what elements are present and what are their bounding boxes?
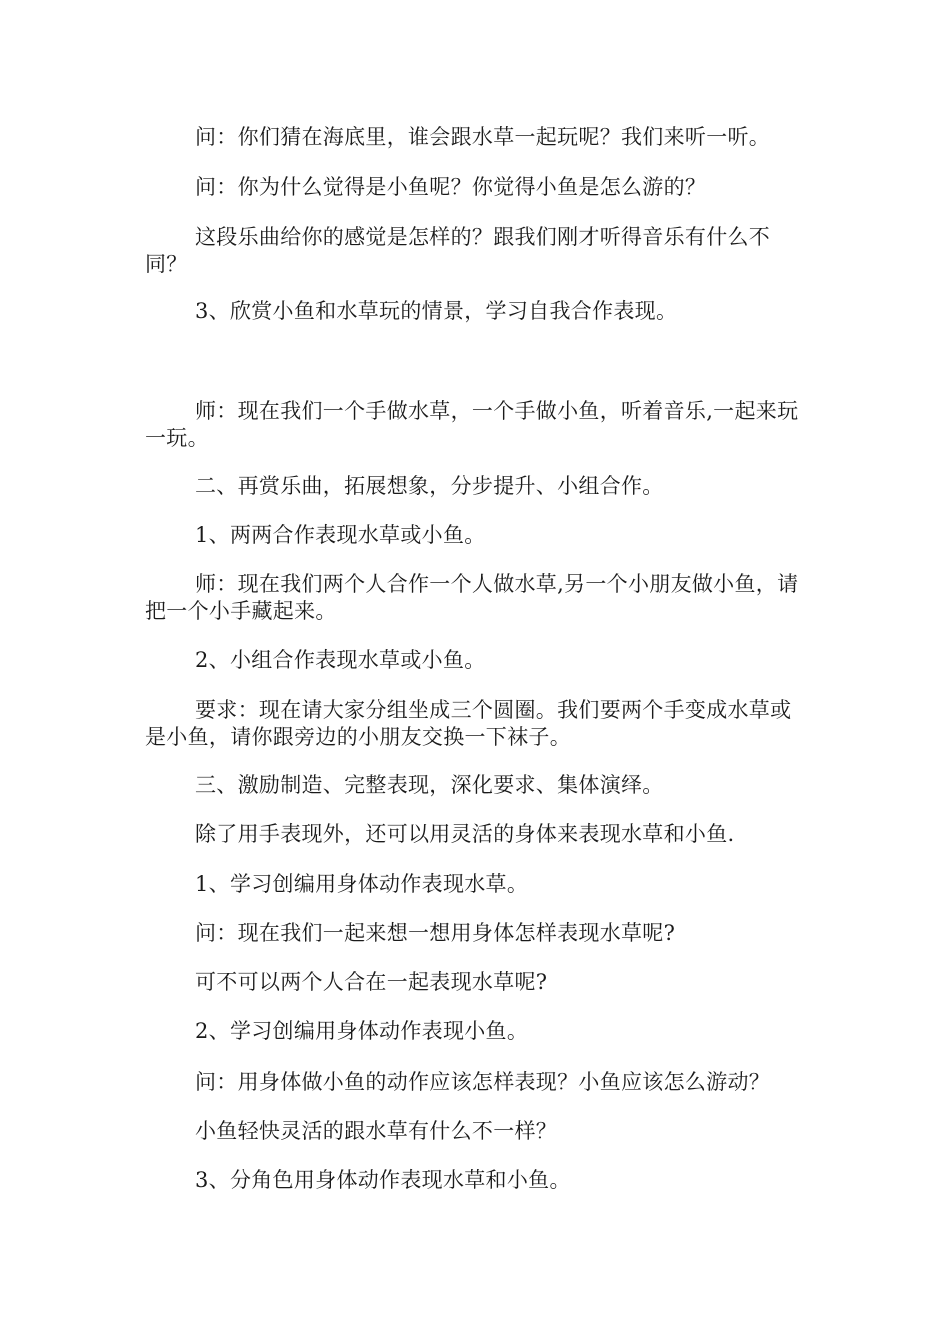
paragraph-question-body-grass: 问：现在我们一起来想一想用身体怎样表现水草呢?	[195, 921, 676, 945]
paragraph-two-people-grass: 可不可以两个人合在一起表现水草呢?	[195, 970, 548, 994]
heading-section-2: 二、再赏乐曲，拓展想象，分步提升、小组合作。	[195, 474, 664, 498]
paragraph-step-2-groups: 2、小组合作表现水草或小鱼。	[195, 648, 486, 672]
paragraph-music-feeling: 这段乐曲给你的感觉是怎样的？跟我们刚才听得音乐有什么不同？	[145, 225, 771, 276]
paragraph-teacher-hands: 师：现在我们一个手做水草，一个手做小鱼，听着音乐,一起来玩一玩。	[145, 399, 799, 450]
paragraph-step-2-body-fish: 2、学习创编用身体动作表现小鱼。	[195, 1019, 529, 1043]
paragraph-question-why-fish: 问：你为什么觉得是小鱼呢？你觉得小鱼是怎么游的？	[195, 175, 707, 199]
paragraph-question-body-fish: 问：用身体做小鱼的动作应该怎样表现？小鱼应该怎么游动？	[195, 1070, 771, 1094]
paragraph-step-3-appreciate: 3、欣赏小鱼和水草玩的情景，学习自我合作表现。	[195, 299, 678, 323]
paragraph-body-expression: 除了用手表现外，还可以用灵活的身体来表现水草和小鱼.	[195, 822, 735, 846]
paragraph-step-1-body-grass: 1、学习创编用身体动作表现水草。	[195, 872, 529, 896]
paragraph-requirement: 要求：现在请大家分组坐成三个圆圈。我们要两个手变成水草或是小鱼，请你跟旁边的小朋友交换一下袜子。	[145, 698, 792, 749]
paragraph-fish-vs-grass: 小鱼轻快灵活的跟水草有什么不一样？	[195, 1119, 558, 1143]
paragraph-teacher-pairs: 师：现在我们两个人合作一个人做水草,另一个小朋友做小鱼，请把一个小手藏起来。	[145, 572, 799, 623]
heading-section-3: 三、激励制造、完整表现，深化要求、集体演绎。	[195, 773, 664, 797]
paragraph-question-seabed: 问：你们猜在海底里，谁会跟水草一起玩呢？我们来听一听。	[195, 125, 771, 149]
paragraph-step-1-pairs: 1、两两合作表现水草或小鱼。	[195, 523, 486, 547]
paragraph-step-3-roles: 3、分角色用身体动作表现水草和小鱼。	[195, 1168, 571, 1192]
